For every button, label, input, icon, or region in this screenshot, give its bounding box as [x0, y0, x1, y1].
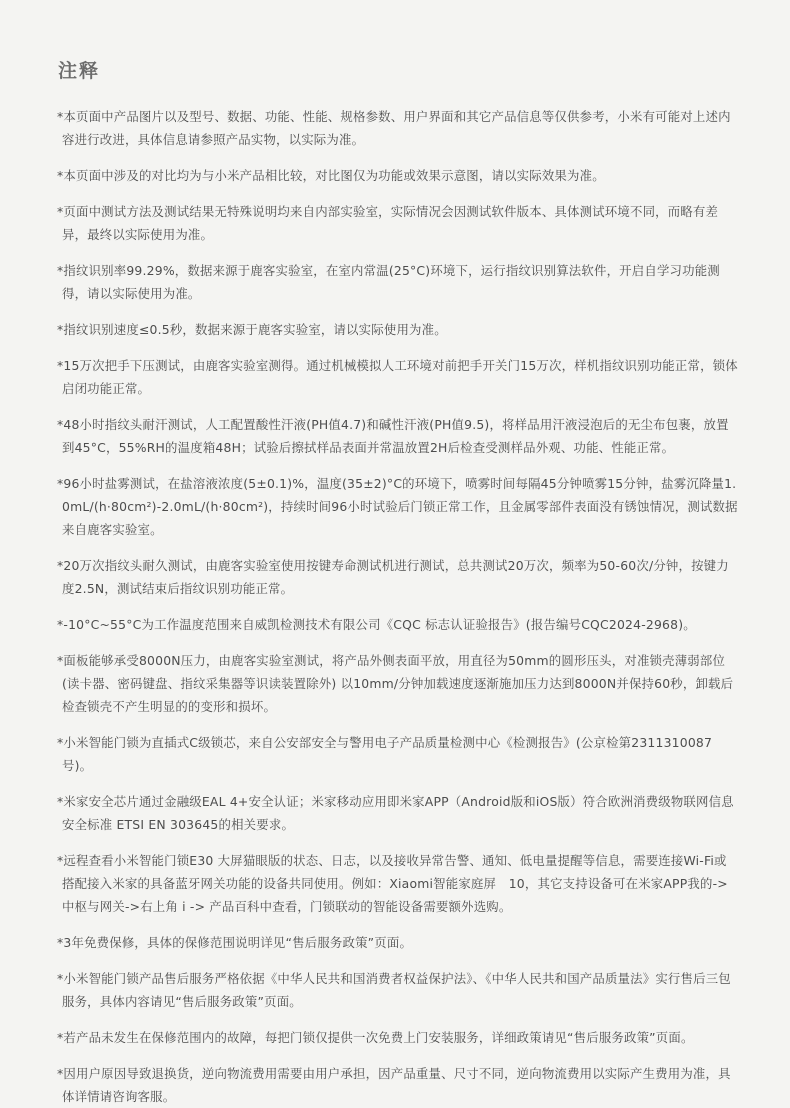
note-item: *页面中测试方法及测试结果无特殊说明均来自内部实验室，实际情况会因测试软件版本、具体测试环境不同，而略有差异，最终以实际使用为准。	[57, 204, 719, 242]
note-item: *米家安全芯片通过金融级EAL 4+安全认证；米家移动应用即米家APP（Android版和iOS版）符合欧洲消费级物联网信息安全标准 ETSI EN 303645的相关要求。	[57, 794, 734, 832]
note-item: *15万次把手下压测试，由鹿客实验室测得。通过机械模拟人工环境对前把手开关门15万次，样机指纹识别功能正常，锁体启闭功能正常。	[57, 358, 738, 396]
note-item: *本页面中产品图片以及型号、数据、功能、性能、规格参数、用户界面和其它产品信息等仅供参考，小米有可能对上述内容进行改进，具体信息请参照产品实物，以实际为准。	[57, 109, 731, 147]
note-item: *本页面中涉及的对比均为与小米产品相比较，对比图仅为功能或效果示意图，请以实际效果为准。	[57, 168, 605, 183]
note-item: *远程查看小米智能门锁E30 大屏猫眼版的状态、日志，以及接收异常告警、通知、低电量提醒等信息，需要连接Wi-Fi或搭配接入米家的具备蓝牙网关功能的设备共同使用。例如：Xiaomi智能家庭屏 10，其它支持设备可在米家APP我的->中枢与网关->右上角 i -> 产品百科中查看，门锁联动的智能设备需要额外选购。	[57, 853, 728, 914]
note-item: *20万次指纹头耐久测试，由鹿客实验室使用按键寿命测试机进行测试，总共测试20万次，频率为50-60次/分钟，按键力度2.5N，测试结束后指纹识别功能正常。	[57, 558, 729, 596]
note-item: *-10°C~55°C为工作温度范围来自威凯检测技术有限公司《CQC 标志认证验报告》(报告编号CQC2024-2968)。	[57, 617, 696, 632]
note-item: *因用户原因导致退换货，逆向物流费用需要由用户承担，因产品重量、尺寸不同，逆向物流费用以实际产生费用为准，具体详情请咨询客服。	[57, 1066, 731, 1104]
note-item: *3年免费保修，具体的保修范围说明详见“售后服务政策”页面。	[57, 935, 413, 950]
note-item: *指纹识别速度≤0.5秒，数据来源于鹿客实验室，请以实际使用为准。	[57, 322, 447, 337]
note-item: *48小时指纹头耐汗测试，人工配置酸性汗液(PH值4.7)和碱性汗液(PH值9.5)，将样品用汗液浸泡后的无尘布包裹，放置到45°C，55%RH的温度箱48H；试验后擦拭样品表面并常温放置2H后检查受测样品外观、功能、性能正常。	[57, 417, 729, 455]
note-item: *小米智能门锁产品售后服务严格依据《中华人民共和国消费者权益保护法》、《中华人民共和国产品质量法》实行售后三包服务，具体内容请见“售后服务政策”页面。	[57, 971, 731, 1009]
page-title: 注释	[58, 60, 101, 82]
note-item: *若产品未发生在保修范围内的故障，每把门锁仅提供一次免费上门安装服务，详细政策请见“售后服务政策”页面。	[57, 1030, 694, 1045]
note-item: *小米智能门锁为直插式C级锁芯，来自公安部安全与警用电子产品质量检测中心《检测报告》(公京检第2311310087号)。	[57, 735, 713, 773]
note-item: *指纹识别率99.29%，数据来源于鹿客实验室，在室内常温(25°C)环境下，运行指纹识别算法软件，开启自学习功能测得，请以实际使用为准。	[57, 263, 720, 301]
note-item: *面板能够承受8000N压力，由鹿客实验室测试，将产品外侧表面平放，用直径为50mm的圆形压头，对准锁壳薄弱部位(读卡器、密码键盘、指纹采集器等识读装置除外) 以10mm/分钟加载速度逐渐施加压力达到8000N并保持60秒，卸载后检查锁壳不产生明显的的变形和损坏。	[57, 653, 734, 714]
notes-list	[57, 105, 738, 1108]
note-item: *96小时盐雾测试，在盐溶液浓度(5±0.1)%，温度(35±2)°C的环境下，喷雾时间每隔45分钟喷雾15分钟，盐雾沉降量1.0mL/(h·80cm²)-2.0mL/(h·80cm²)，持续时间96小时试验后门锁正常工作，且金属零部件表面没有锈蚀情况，测试数据来自鹿客实验室。	[57, 476, 738, 537]
